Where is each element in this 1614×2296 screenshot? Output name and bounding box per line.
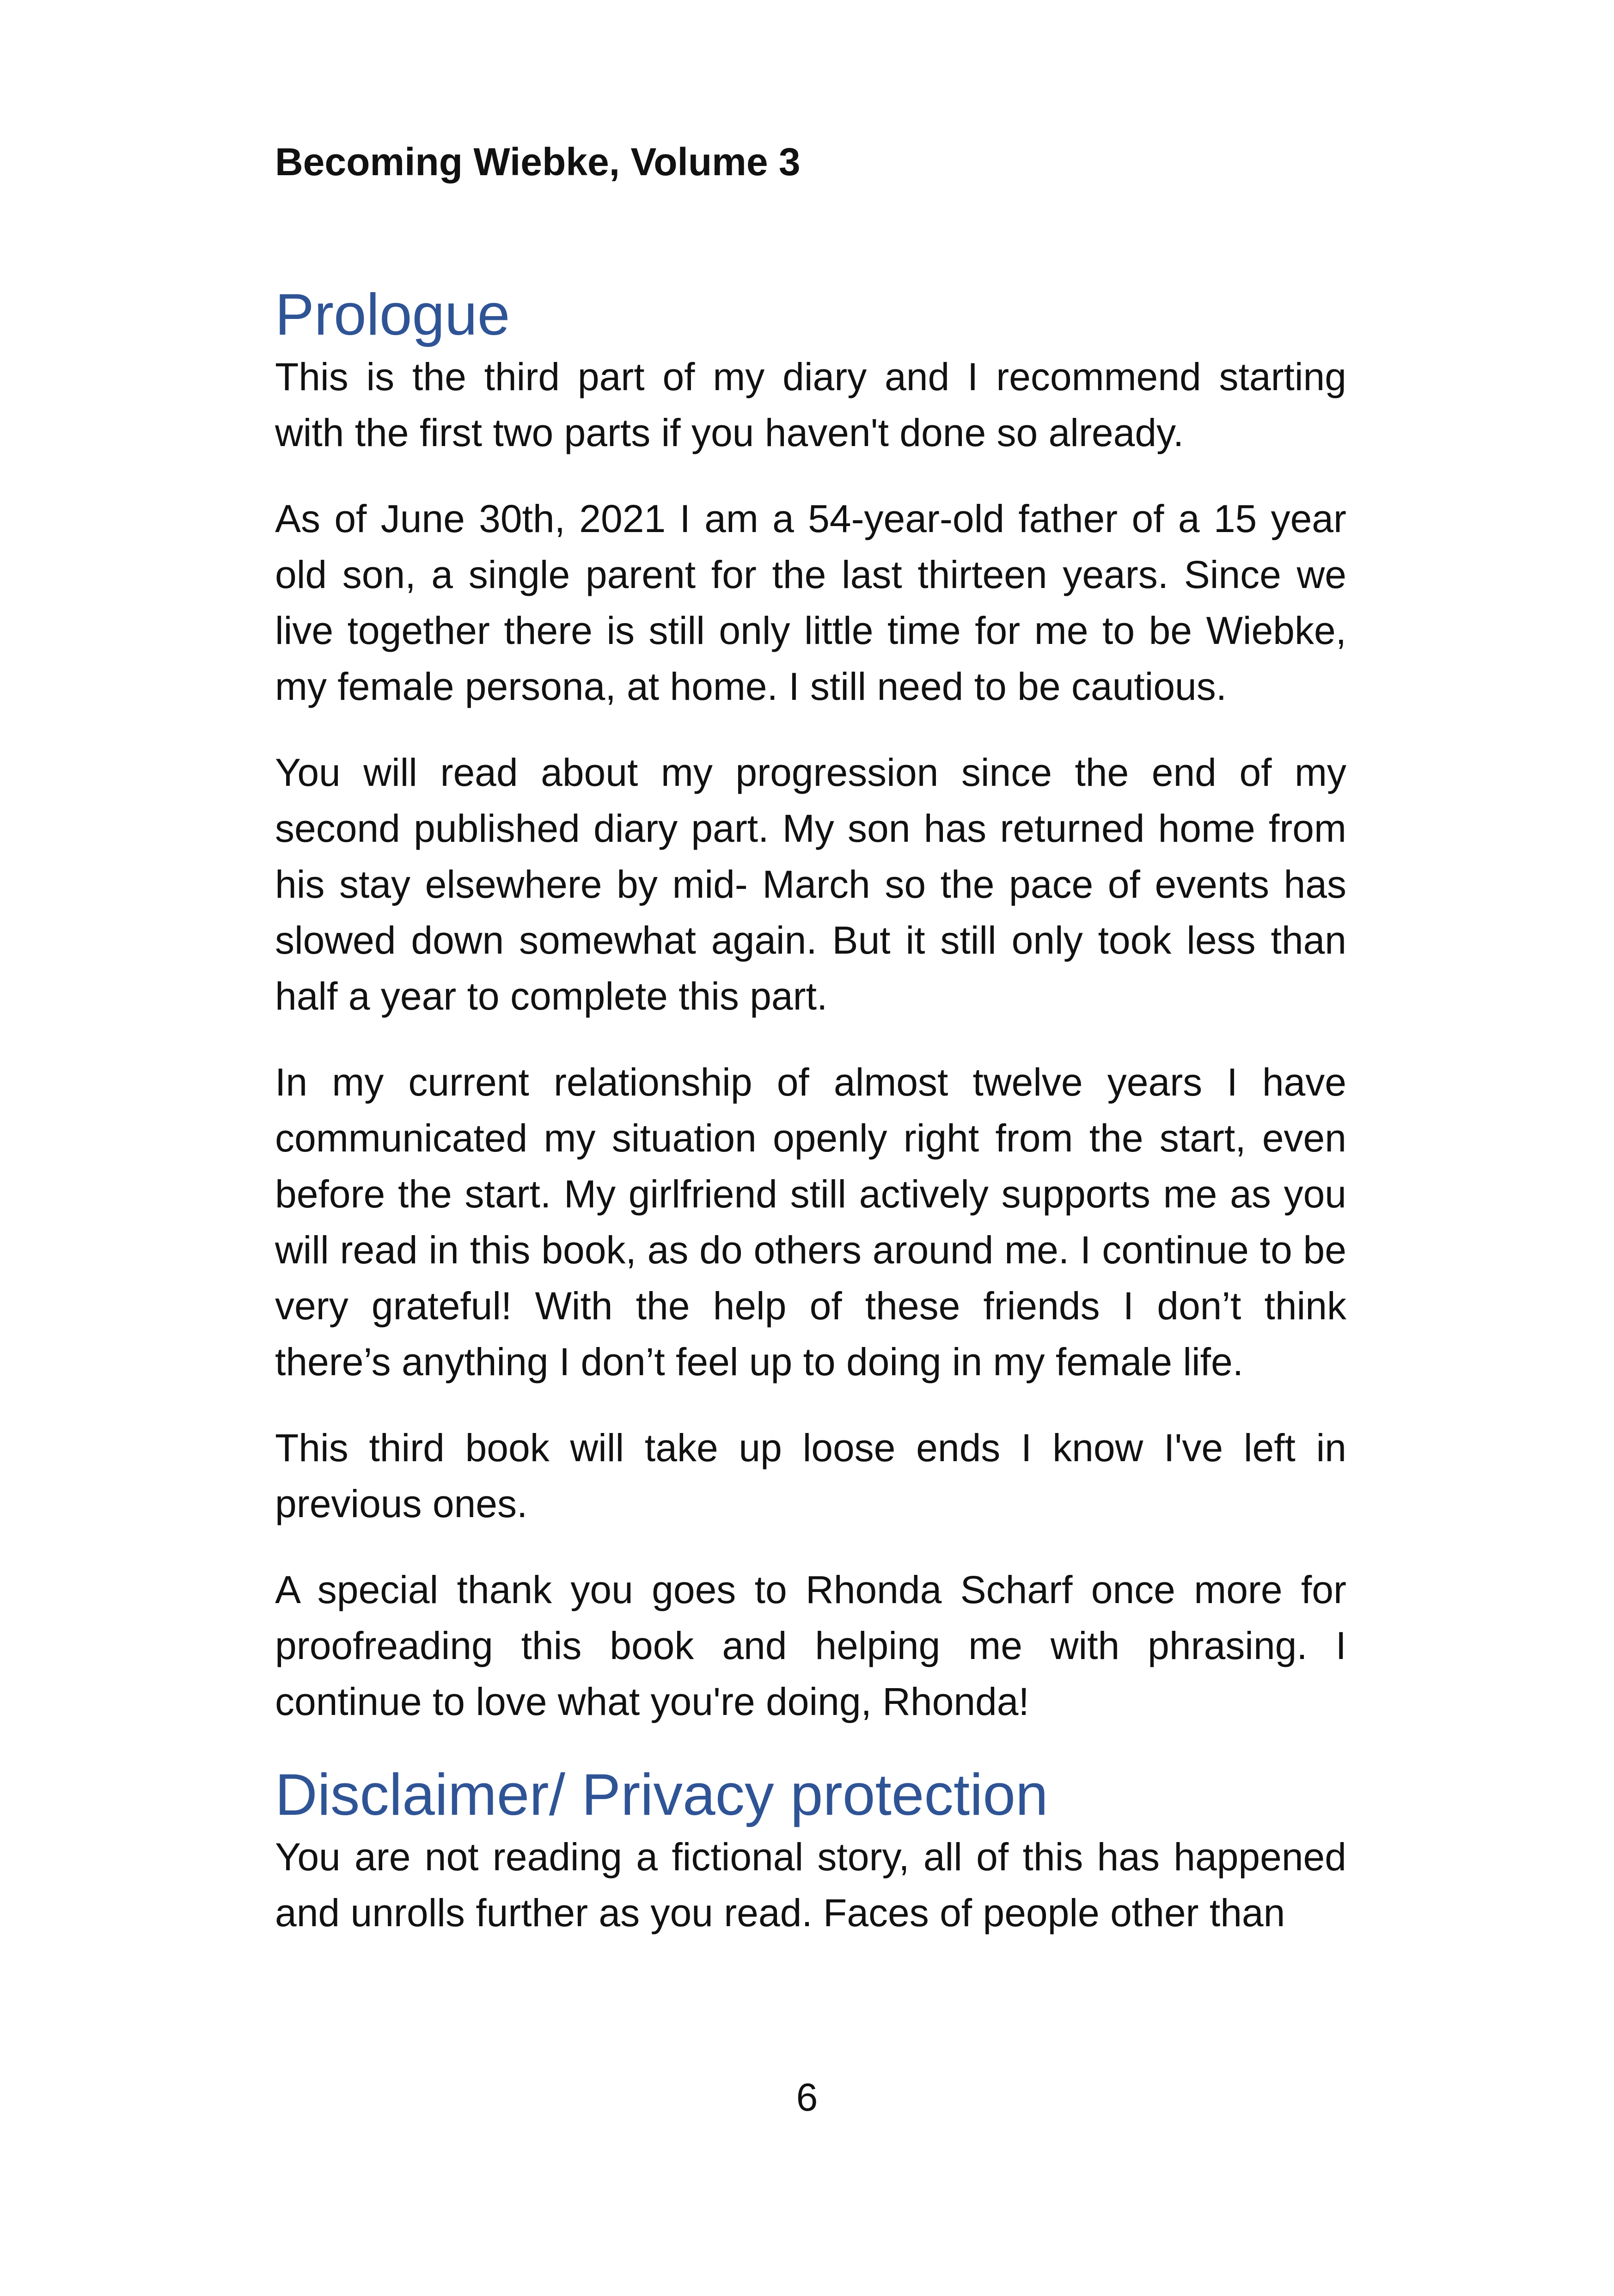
prologue-paragraph: In my current relationship of almost twelve years I have communicated my situation openly right from the start, even before the start. My girlfriend still actively supports me as you will read in this book, as do others around me. I continue to be very grateful! With the help of these friends I don’t think there’s anything I don’t feel up to doing in my female life. [275,1060,1346,1384]
page-number: 6 [796,2076,818,2119]
running-header: Becoming Wiebke, Volume 3 [275,140,801,184]
prologue-paragraph: This third book will take up loose ends I know I've left in previous ones. [275,1426,1346,1525]
disclaimer-paragraph: You are not reading a fictional story, all of this has happened and unrolls further as you read. Faces of people other than [275,1835,1346,1935]
prologue-paragraph: A special thank you goes to Rhonda Scharf once more for proofreading this book and helping me with phrasing. I continue to love what you're doing, Rhonda! [275,1568,1346,1723]
prologue-paragraph: You will read about my progression since the end of my second published diary part. My son has returned home from his stay elsewhere by mid- March so the pace of events has slowed down somewhat again. But it still only took less than half a year to complete this part. [275,751,1346,1018]
prologue-paragraph: As of June 30th, 2021 I am a 54-year-old father of a 15 year old son, a single parent for the last thirteen years. Since we live together there is still only little time for me to be Wiebke, my female persona, at home. I still need to be cautious. [275,497,1346,708]
prologue-paragraph: This is the third part of my diary and I recommend starting with the first two parts if you haven't done so already. [275,355,1346,454]
section-title-disclaimer: Disclaimer/ Privacy protection [275,1762,1048,1827]
page-content [275,280,1346,1971]
section-title-prologue: Prologue [275,282,510,347]
